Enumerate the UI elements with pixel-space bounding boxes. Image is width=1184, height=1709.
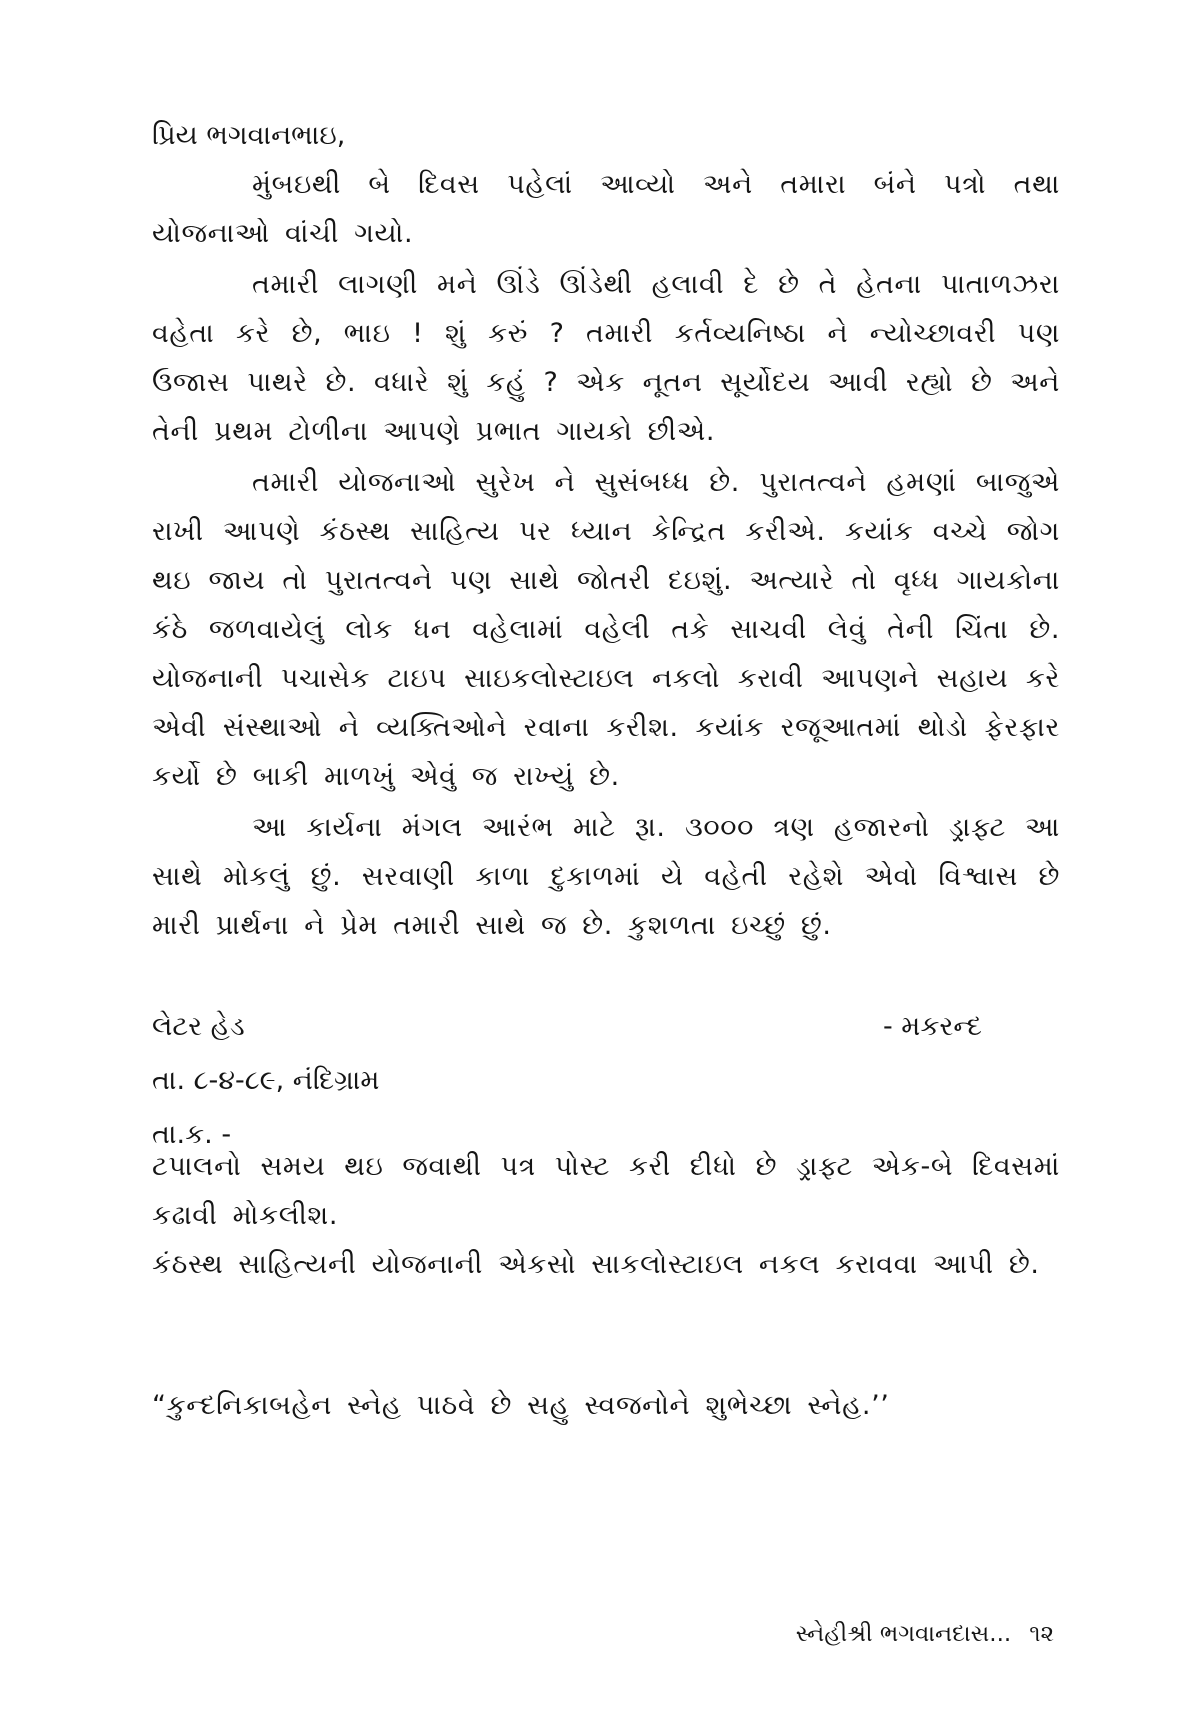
postscript-paragraph: કંઠસ્થ સાહિત્યની યોજનાની એકસો સાકલોસ્ટાઇલ નકલ કરાવવા આપી છે. (152, 1249, 1040, 1280)
letter-paragraph: આ કાર્યના મંગલ આરંભ માટે રૂા. ૩૦૦૦ ત્રણ હજારનો ડ્રાફ્ટ આ સાથે મોકલું છું. સરવાણી કાળા દુકાળમાં યે વહેતી રહેશે એવો વિશ્વાસ છે મારી પ્રાર્થના ને પ્રેમ તમારી સાથે જ છે. કુશળતા ઇચ્છું છું. (152, 812, 1060, 941)
running-title: સ્નેહીશ્રી ભગવાનદાસ... (795, 1621, 1012, 1647)
letterhead-label: લેટર હેડ (152, 1011, 245, 1042)
date-place: તા. ૮-૪-૮૯, નંદિગ્રામ (152, 1065, 380, 1096)
letter-paragraph: તમારી યોજનાઓ સુરેખ ને સુસંબધ્ધ છે. પુરાતત્વને હમણાં બાજુએ રાખી આપણે કંઠસ્થ સાહિત્ય પર ધ્યાન કેન્દ્રિત કરીએ. કયાંક વચ્ચે જોગ થઇ જાય તો પુરાતત્વને પણ સાથે જોતરી દઇશું. અત્યારે તો વૃધ્ધ ગાયકોના કંઠે જળવાયેલું લોક ધન વહેલામાં વહેલી તકે સાચવી લેવું તેની ચિંતા છે. યોજનાની પચાસેક ટાઇપ સાઇકલોસ્ટાઇલ નકલો કરાવી આપણને સહાય કરે એવી સંસ્થાઓ ને વ્યક્તિઓને રવાના કરીશ. કયાંક રજૂઆતમાં થોડો ફેરફાર કર્યો છે બાકી માળખું એવું જ રાખ્યું છે. (152, 467, 1060, 792)
letter-body (152, 112, 1060, 952)
closing-quote: “કુન્દનિકાબહેન સ્નેહ પાઠવે છે સહુ સ્વજનોને શુભેચ્છા સ્નેહ.’’ (152, 1390, 890, 1421)
postscript-body (152, 1142, 1060, 1289)
page-number: ૧૨ (1029, 1621, 1054, 1647)
closing-row (152, 1000, 982, 1054)
page-footer (796, 1614, 1054, 1654)
letter-paragraph: તમારી લાગણી મને ઊંડે ઊંડેથી હલાવી દે છે તે હેતના પાતાળઝરા વહેતા કરે છે, ભાઇ ! શું કરું ? તમારી કર્તવ્યનિષ્ઠા ને ન્યોચ્છાવરી પણ ઉજાસ પાથરે છે. વધારે શું કહું ? એક નૂતન સૂર્યોદય આવી રહ્યો છે અને તેની પ્રથમ ટોળીના આપણે પ્રભાત ગાયકો છીએ. (152, 269, 1060, 447)
signature: - મકરન્દ (882, 1011, 982, 1042)
postscript-label: તા.ક. - (152, 1119, 232, 1150)
letter-closing (152, 1000, 982, 1162)
letter-paragraph: મુંબઇથી બે દિવસ પહેલાં આવ્યો અને તમારા બંને પત્રો તથા યોજનાઓ વાંચી ગયો. (152, 169, 1060, 249)
salutation: પ્રિય ભગવાનભાઇ, (152, 120, 346, 151)
postscript-paragraph: ટપાલનો સમય થઇ જવાથી પત્ર પોસ્ટ કરી દીધો છે ડ્રાફ્ટ એક-બે દિવસમાં કઢાવી મોકલીશ. (152, 1151, 1060, 1231)
